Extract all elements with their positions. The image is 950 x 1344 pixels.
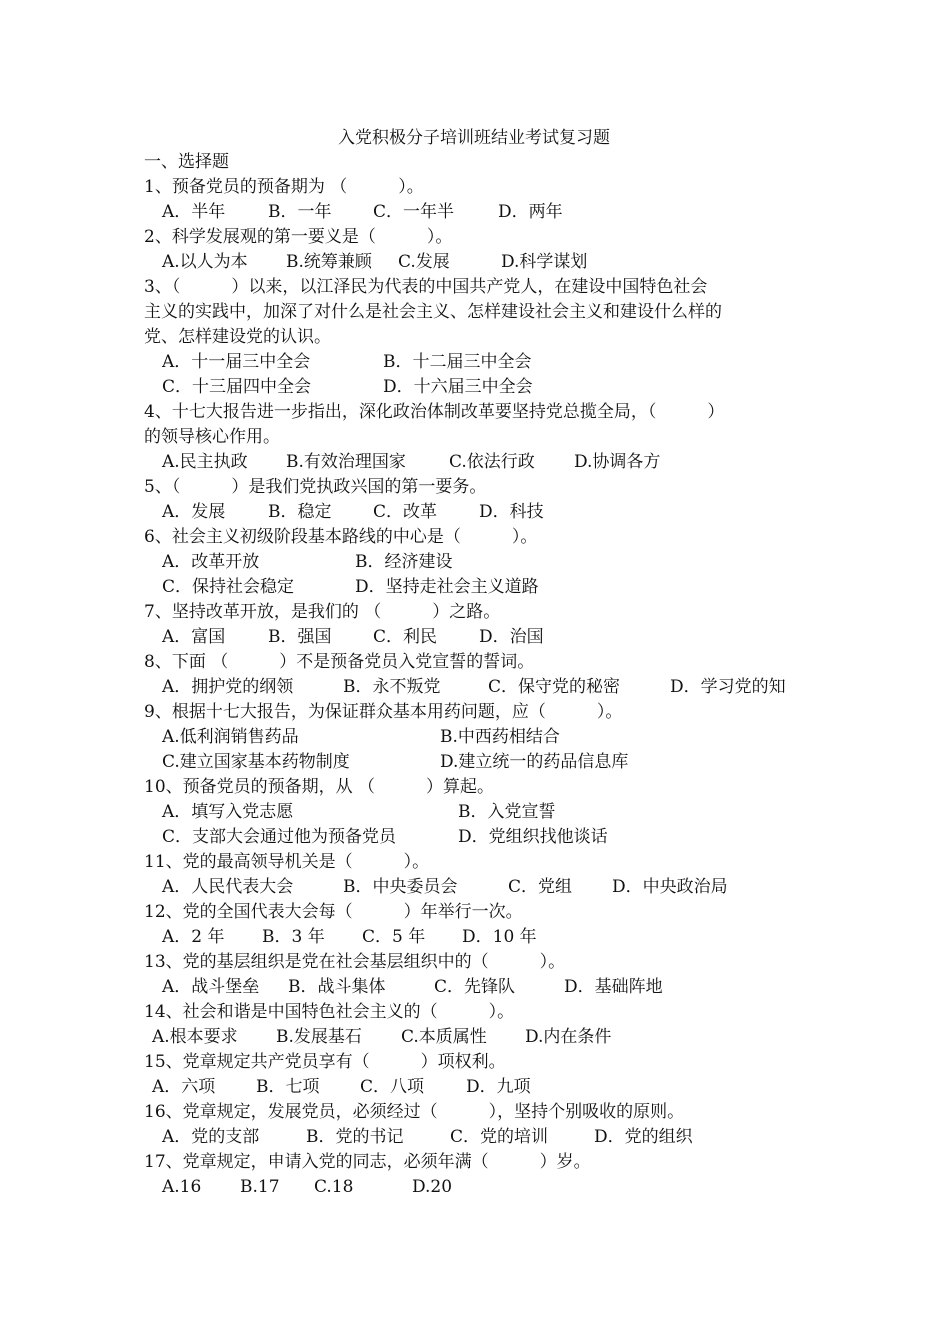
question-item [144, 1050, 804, 1100]
answer-option: B．永不叛党 [343, 677, 441, 697]
answer-option: A．战斗堡垒 [162, 977, 260, 997]
option-row [144, 625, 804, 650]
option-row [144, 975, 804, 1000]
question-text: 4、十七大报告进一步指出，深化政治体制改革要坚持党总揽全局，（ ） [144, 402, 725, 422]
answer-option: D.20 [412, 1177, 453, 1197]
answer-option: A．富国 [162, 627, 226, 647]
answer-option: B．战斗集体 [288, 977, 386, 997]
answer-option: C.18 [314, 1177, 354, 1197]
question-item [144, 600, 804, 650]
question-text: 的领导核心作用。 [144, 427, 280, 447]
answer-option: C.发展 [398, 252, 450, 272]
answer-option: C．5 年 [362, 927, 426, 947]
answer-option: C．八项 [360, 1077, 425, 1097]
question-text: 6、社会主义初级阶段基本路线的中心是（ ）。 [144, 527, 538, 547]
answer-option: A．六项 [152, 1077, 216, 1097]
question-text: 1、预备党员的预备期为 （ ）。 [144, 177, 424, 197]
option-row [144, 1025, 804, 1050]
answer-option: B．强国 [268, 627, 332, 647]
answer-option: A．填写入党志愿 [162, 802, 294, 822]
answer-option: C．党组 [508, 877, 573, 897]
question-text: 党、怎样建设党的认识。 [144, 327, 331, 347]
answer-option: B．七项 [256, 1077, 320, 1097]
answer-option: D．两年 [498, 202, 563, 222]
answer-option: A．2 年 [162, 927, 225, 947]
option-row [144, 800, 804, 825]
option-row [144, 500, 804, 525]
answer-option: B.统筹兼顾 [286, 252, 372, 272]
option-row [144, 200, 804, 225]
answer-option: B．入党宣誓 [458, 802, 556, 822]
answer-option: B．十二届三中全会 [383, 352, 532, 372]
answer-option: A．改革开放 [162, 552, 260, 572]
option-row [144, 375, 804, 400]
option-row [144, 1075, 804, 1100]
question-item [144, 225, 804, 275]
section-heading: 一、选择题 [144, 152, 229, 172]
option-row [144, 250, 804, 275]
answer-option: A．半年 [162, 202, 226, 222]
question-item [144, 525, 804, 600]
answer-option: C.本质属性 [401, 1027, 487, 1047]
question-item [144, 175, 804, 225]
option-row [144, 675, 804, 700]
question-item [144, 400, 804, 475]
question-text: 2、科学发展观的第一要义是（ ）。 [144, 227, 453, 247]
answer-option: D．九项 [466, 1077, 531, 1097]
answer-option: B．党的书记 [306, 1127, 404, 1147]
answer-option: B.17 [240, 1177, 280, 1197]
question-text: 10、预备党员的预备期，从 （ ）算起。 [144, 777, 495, 797]
answer-option: B.中西药相结合 [440, 727, 560, 747]
answer-option: D．10 年 [462, 927, 537, 947]
option-row [144, 450, 804, 475]
option-row [144, 750, 804, 775]
question-text: 13、党的基层组织是党在社会基层组织中的（ ）。 [144, 952, 566, 972]
answer-option: C．支部大会通过他为预备党员 [162, 827, 397, 847]
answer-option: B.有效治理国家 [286, 452, 406, 472]
answer-option: D．党的组织 [594, 1127, 693, 1147]
question-text: 16、党章规定，发展党员，必须经过（ ），坚持个别吸收的原则。 [144, 1102, 685, 1122]
question-text: 主义的实践中，加深了对什么是社会主义、怎样建设社会主义和建设什么样的 [144, 302, 722, 322]
option-row [144, 575, 804, 600]
answer-option: D．党组织找他谈话 [458, 827, 608, 847]
question-item [144, 275, 804, 400]
question-item [144, 850, 804, 900]
page-title: 入党积极分子培训班结业考试复习题 [338, 128, 610, 148]
option-row [144, 825, 804, 850]
answer-option: D．十六届三中全会 [383, 377, 533, 397]
answer-option: D．学习党的知 [670, 677, 786, 697]
answer-option: C．一年半 [373, 202, 455, 222]
question-item [144, 475, 804, 525]
question-text: 9、根据十七大报告，为保证群众基本用药问题，应（ ）。 [144, 702, 623, 722]
answer-option: B．3 年 [262, 927, 325, 947]
question-text: 7、坚持改革开放，是我们的 （ ）之路。 [144, 602, 501, 622]
answer-option: B．稳定 [268, 502, 332, 522]
question-item [144, 775, 804, 850]
answer-option: A.以人为本 [162, 252, 248, 272]
answer-option: C．先锋队 [434, 977, 516, 997]
question-text: 14、社会和谐是中国特色社会主义的（ ）。 [144, 1002, 515, 1022]
question-item [144, 1150, 804, 1200]
question-text: 5、（ ）是我们党执政兴国的第一要务。 [144, 477, 487, 497]
answer-option: C．利民 [373, 627, 438, 647]
answer-option: A．党的支部 [162, 1127, 260, 1147]
answer-option: B．经济建设 [355, 552, 453, 572]
answer-option: D．科技 [479, 502, 544, 522]
option-row [144, 725, 804, 750]
answer-option: A．拥护党的纲领 [162, 677, 294, 697]
answer-option: A.民主执政 [162, 452, 248, 472]
question-text: 12、党的全国代表大会每（ ）年举行一次。 [144, 902, 523, 922]
answer-option: D.内在条件 [525, 1027, 612, 1047]
option-row [144, 1175, 804, 1200]
answer-option: C．保守党的秘密 [488, 677, 621, 697]
answer-option: A．发展 [162, 502, 226, 522]
answer-option: D.建立统一的药品信息库 [440, 752, 629, 772]
answer-option: A.16 [162, 1177, 202, 1197]
question-item [144, 1100, 804, 1150]
answer-option: D.科学谋划 [501, 252, 588, 272]
question-item [144, 950, 804, 1000]
question-text: 15、党章规定共产党员享有（ ）项权利。 [144, 1052, 506, 1072]
option-row [144, 925, 804, 950]
answer-option: C.依法行政 [449, 452, 535, 472]
answer-option: D．中央政治局 [612, 877, 728, 897]
answer-option: D．坚持走社会主义道路 [355, 577, 539, 597]
question-item [144, 900, 804, 950]
question-item [144, 1000, 804, 1050]
answer-option: B．中央委员会 [343, 877, 458, 897]
question-item [144, 650, 804, 700]
answer-option: C．十三届四中全会 [162, 377, 312, 397]
answer-option: C．党的培训 [450, 1127, 549, 1147]
option-row [144, 550, 804, 575]
answer-option: B.发展基石 [276, 1027, 362, 1047]
option-row [144, 350, 804, 375]
question-item [144, 700, 804, 775]
answer-option: A．十一届三中全会 [162, 352, 311, 372]
option-row [144, 1125, 804, 1150]
question-text: 3、（ ）以来，以江泽民为代表的中国共产党人，在建设中国特色社会 [144, 277, 708, 297]
document-body [144, 126, 804, 1200]
option-row [144, 875, 804, 900]
question-text: 11、党的最高领导机关是（ ）。 [144, 852, 430, 872]
answer-option: A.根本要求 [152, 1027, 238, 1047]
answer-option: D．基础阵地 [564, 977, 663, 997]
answer-option: B．一年 [268, 202, 332, 222]
answer-option: A．人民代表大会 [162, 877, 294, 897]
question-list [144, 175, 804, 1200]
answer-option: C．改革 [373, 502, 438, 522]
answer-option: C．保持社会稳定 [162, 577, 295, 597]
answer-option: A.低利润销售药品 [162, 727, 299, 747]
answer-option: D.协调各方 [574, 452, 661, 472]
answer-option: D．治国 [479, 627, 544, 647]
question-text: 8、下面 （ ）不是预备党员入党宣誓的誓词。 [144, 652, 535, 672]
question-text: 17、党章规定，申请入党的同志，必须年满（ ）岁。 [144, 1152, 591, 1172]
answer-option: C.建立国家基本药物制度 [162, 752, 350, 772]
